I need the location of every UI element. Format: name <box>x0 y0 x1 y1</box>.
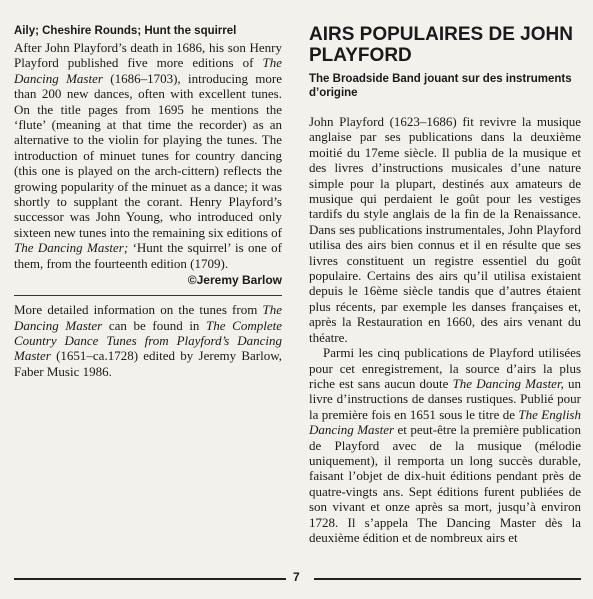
italic-title-run: The Complete Country Dance Tunes from Playford’s Dancing Master <box>14 317 282 364</box>
italic-title-run: The Dancing Master; <box>14 240 129 256</box>
right-paragraph-1 <box>309 114 581 345</box>
text-run: un livre d’instructions de danses rustiques. Publié pour la première fois en 1651 sous le titre de <box>309 375 581 422</box>
text-run: Parmi les cinq publications de Playford utilisées pour cet enregistrement, la source d’airs la plus riche est sans aucun doute <box>309 345 581 391</box>
right-column <box>309 24 581 545</box>
text-run: After John Playford’s death in 1686, his son Henry Playford published five more editions of <box>14 40 282 71</box>
italic-title-run: The Dancing Master <box>14 55 282 86</box>
text-run: John Playford (1623–1686) fit revivre la musique anglaise par ses publications dans la deuxième moitié du 17eme siècle. Il publia de la musique et des livres d’instructions musicales d’une nature simple pour la plupart, destinés aux amateurs de musique qui perdaient le goût pour les vestiges tardifs du style anglais de la fin de la Renaissance. Dans ses publications instrumentales, John Playford utilisa des airs bien connus et il en résulte que ses livres constituent un registre essentiel du goût populaire. Certains des airs qu’il utilisa existaient depuis le 16ème siècle tandis que d’autres étaient plus récents, par exemple les danses françaises et, après la Restauration en 1660, des airs venant du théatre. <box>309 114 581 345</box>
text-run: can be found in <box>102 317 207 333</box>
left-paragraph-2 <box>14 302 282 379</box>
article-title: AIRS POPULAIRES DE JOHN PLAYFORD <box>309 24 573 66</box>
footer-rule-left <box>14 578 286 580</box>
left-paragraph-1 <box>14 40 282 271</box>
page-footer <box>14 570 581 585</box>
page-number: 7 <box>293 570 300 584</box>
text-run: More detailed information on the tunes from <box>14 302 263 318</box>
text-run: ‘Hunt the squirrel’ is one of them, from the fourteenth edition (1709). <box>14 240 282 271</box>
italic-title-run: The English Dancing Master <box>309 406 581 438</box>
section-heading: Aily; Cheshire Rounds; Hunt the squirrel <box>14 25 237 37</box>
left-column <box>14 24 282 379</box>
italic-title-run: The Dancing Master, <box>452 375 564 391</box>
text-run: (1686–1703), introducing more than 200 new dances, often with excellent tunes. On the title pages from 1695 he mentions the ‘flute’ (meaning at that time the recorder) as an alternative to the violin for playing the tunes. The introduction of minuet tunes for country dancing (this one is played on the arch-cittern) reflects the growing popularity of the minuet as a dance; it was shortly to supplant the corant. Henry Playford’s successor was John Young, who introduced only sixteen new tunes into the remaining six editions of <box>14 70 282 240</box>
text-run: et peut-être la première publication de Playford avec de la musique (mélodie uniquement), il remporta un long succès durable, faisant l’objet de dix-huit éditions pendant près de quatre-vingts ans. Sept éditions furent publiées de son vivant et onze après sa mort, jusqu’à environ 1728. Il s’appela The Dancing Master dès la deuxième édition et de nombreux airs et <box>309 422 581 545</box>
text-run: (1651–ca.1728) edited by Jeremy Barlow, Faber Music 1986. <box>14 348 282 379</box>
footer-rule-right <box>314 578 581 580</box>
divider <box>14 295 282 296</box>
article-subtitle: The Broadside Band jouant sur des instruments d’origine <box>309 73 572 99</box>
author-signature: ©Jeremy Barlow <box>187 273 282 288</box>
right-paragraph-2 <box>309 345 581 545</box>
italic-title-run: The Dancing Master <box>14 302 282 333</box>
